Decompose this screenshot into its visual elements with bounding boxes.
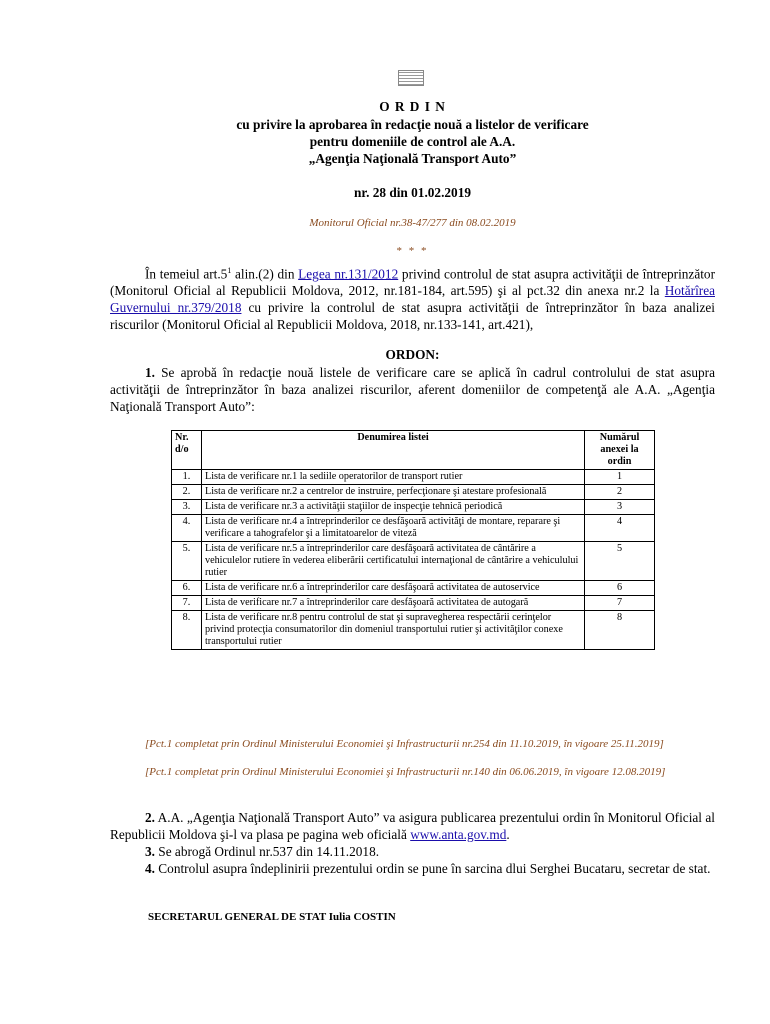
table-row <box>172 542 655 581</box>
preamble-text-1: În temeiul art.5 <box>145 266 228 282</box>
document-title: O R D I N <box>379 99 446 114</box>
table-row <box>172 581 655 596</box>
table-row <box>172 515 655 542</box>
table-row <box>172 470 655 485</box>
preamble-superscript: 1 <box>227 266 232 275</box>
document-subtitle-line-1: cu privire la aprobarea în redacţie nouă a listelor de verificare <box>236 117 589 132</box>
row-nr: 4. <box>172 515 202 542</box>
row-name: Lista de verificare nr.8 pentru controlul de stat şi supravegherea respectării cerinţelor privind protecţia consumatorilor din domeniul transportului rutier şi activităţilor conexe transportului rutier <box>201 611 584 650</box>
row-annex: 8 <box>585 611 655 650</box>
point-1-paragraph <box>110 364 715 415</box>
table-row <box>172 596 655 611</box>
row-annex: 1 <box>585 470 655 485</box>
point-3-text: Se abrogă Ordinul nr.537 din 14.11.2018. <box>154 844 380 859</box>
document-subtitle-line-3: „Agenţia Naţională Transport Auto” <box>308 151 517 166</box>
signature-line: SECRETARUL GENERAL DE STAT Iulia COSTIN <box>148 911 396 923</box>
row-annex: 2 <box>585 485 655 500</box>
row-name: Lista de verificare nr.6 a întreprinderilor care desfăşoară activitatea de autoservice <box>201 581 584 596</box>
law-link[interactable]: Legea nr.131/2012 <box>298 266 399 282</box>
header-annex: Numărul anexei la ordin <box>585 431 655 470</box>
table-header-row <box>172 431 655 470</box>
ordon-heading: ORDON: <box>385 347 440 362</box>
table-row <box>172 485 655 500</box>
row-name: Lista de verificare nr.7 a întreprinderilor care desfăşoară activitatea de autogară <box>201 596 584 611</box>
government-decision-link[interactable]: Hotărîrea Guvernului nr.379/2018 <box>110 283 715 316</box>
preamble-text-2: alin.(2) din <box>231 266 299 282</box>
point-3-number: 3. <box>145 844 155 859</box>
state-emblem-image <box>398 70 424 86</box>
point-1-number: 1. <box>145 365 155 380</box>
point-1-text: Se aprobă în redacţie nouă listele de verificare care se aplică în cadrul controlului de stat asupra activităţii de întreprinzător în baza analizei riscurilor, aferent domeniilor de competenţă ale A.A. „Agenţia Naţională Transport Auto”: <box>110 365 715 414</box>
amendment-note-2: [Pct.1 completat prin Ordinul Ministerului Economiei şi Infrastructurii nr.140 din 06.06.2019, în vigoare 12.08.2019] <box>145 766 666 778</box>
point-4-paragraph <box>110 860 715 877</box>
row-nr: 3. <box>172 500 202 515</box>
row-name: Lista de verificare nr.3 a activităţii staţiilor de inspecţie tehnică periodică <box>201 500 584 515</box>
point-4-text: Controlul asupra îndeplinirii prezentului ordin se pune în sarcina dlui Serghei Bucataru, secretar de stat. <box>154 861 711 876</box>
header-nr: Nr. d/o <box>172 431 202 470</box>
anta-website-link[interactable]: www.anta.gov.md <box>410 827 507 842</box>
document-subtitle-line-2: pentru domeniile de control ale A.A. <box>309 134 516 149</box>
row-nr: 7. <box>172 596 202 611</box>
table-row <box>172 500 655 515</box>
row-nr: 6. <box>172 581 202 596</box>
row-name: Lista de verificare nr.5 a întreprinderilor care desfăşoară activitatea de cântărire a vehiculelor rutiere în vederea eliberării certificatului internaţional de cântărire a vehiculului rutier <box>201 542 584 581</box>
point-3-paragraph <box>110 843 715 860</box>
row-name: Lista de verificare nr.1 la sediile operatorilor de transport rutier <box>201 470 584 485</box>
checklists-table <box>171 430 655 650</box>
point-2-number: 2. <box>145 810 155 825</box>
row-nr: 2. <box>172 485 202 500</box>
document-number: nr. 28 din 01.02.2019 <box>354 185 471 200</box>
row-nr: 5. <box>172 542 202 581</box>
row-annex: 7 <box>585 596 655 611</box>
publication-reference: Monitorul Oficial nr.38-47/277 din 08.02.2019 <box>309 217 516 229</box>
point-4-number: 4. <box>145 861 155 876</box>
row-nr: 1. <box>172 470 202 485</box>
row-annex: 4 <box>585 515 655 542</box>
point-2-paragraph <box>110 809 715 843</box>
row-name: Lista de verificare nr.4 a întreprinderilor ce desfăşoară activităţi de montare, reparare şi verificare a tahografelor şi a limitatoarelor de viteză <box>201 515 584 542</box>
preamble-text-4: cu privire la controlul de stat asupra activităţii de întreprinzător în baza analizei riscurilor (Monitorul Oficial al Republicii Moldova, 2018, nr.133-141, art.421), <box>110 300 715 333</box>
point-2-text: A.A. „Agenţia Naţională Transport Auto” va asigura publicarea prezentului ordin în Monitorul Oficial al Republicii Moldova şi-l va plasa pe pagina web oficială <box>110 810 715 842</box>
preamble-paragraph <box>110 262 715 333</box>
row-annex: 6 <box>585 581 655 596</box>
point-2-end: . <box>506 827 510 842</box>
preamble-text-3: privind controlul de stat asupra activităţii de întreprinzător (Monitorul Oficial al Republicii Moldova, 2012, nr.181-184, art.595) şi al pct.32 din anexa nr.2 la <box>110 266 715 299</box>
amendment-note-1: [Pct.1 completat prin Ordinul Ministerului Economiei şi Infrastructurii nr.254 din 11.10.2019, în vigoare 25.11.2019] <box>145 738 664 750</box>
row-nr: 8. <box>172 611 202 650</box>
row-annex: 3 <box>585 500 655 515</box>
header-name: Denumirea listei <box>201 431 584 470</box>
section-separator: * * * <box>396 245 429 257</box>
row-name: Lista de verificare nr.2 a centrelor de instruire, perfecţionare şi atestare profesională <box>201 485 584 500</box>
row-annex: 5 <box>585 542 655 581</box>
table-row <box>172 611 655 650</box>
